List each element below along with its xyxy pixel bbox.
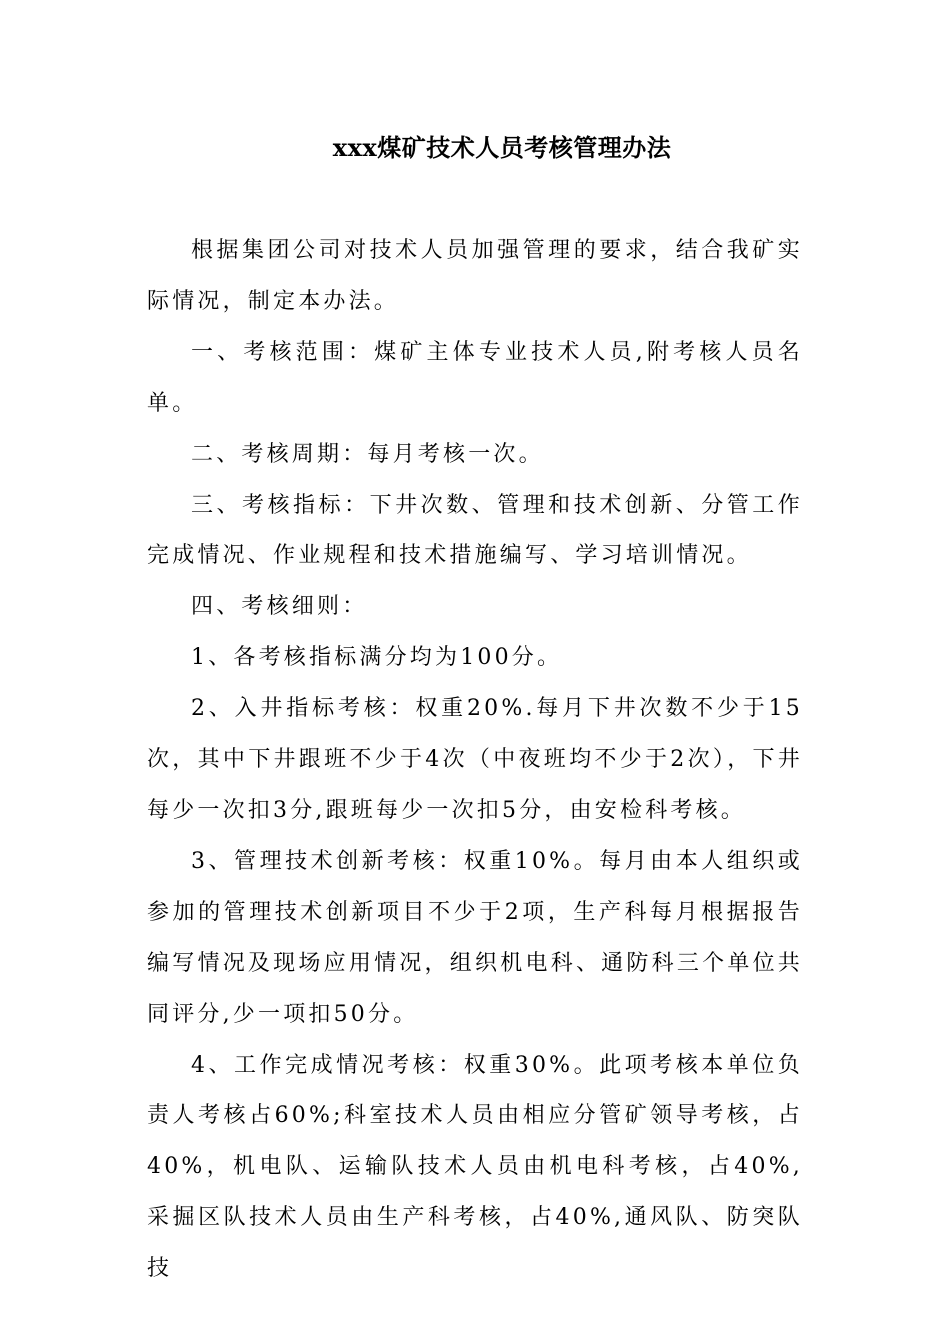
paragraph-scope: 一、考核范围：煤矿主体专业技术人员,附考核人员名单。 xyxy=(147,339,803,416)
paragraph-rule-1: 1、各考核指标满分均为100分。 xyxy=(191,645,563,671)
paragraph-rules-heading: 四、考核细则： xyxy=(191,594,368,620)
paragraph-intro: 根据集团公司对技术人员加强管理的要求，结合我矿实际情况，制定本办法。 xyxy=(147,238,803,314)
paragraph-indicators: 三、考核指标：下井次数、管理和技术创新、分管工作完成情况、作业规程和技术措施编写、学习培训情况。 xyxy=(147,492,803,569)
paragraph-rule-4: 4、工作完成情况考核：权重30%。此项考核本单位负责人考核占60%;科室技术人员由相应分管矿领导考核，占40%，机电队、运输队技术人员由机电科考核，占40%,采掘区队技术人员由生产科考核，占40%,通风队、防突队技 xyxy=(147,1052,803,1282)
paragraph-rule-2: 2、入井指标考核：权重20%.每月下井次数不少于15次，其中下井跟班不少于4次（中夜班均不少于2次），下井每少一次扣3分,跟班每少一次扣5分，由安检科考核。 xyxy=(147,696,803,823)
paragraph-rule-3: 3、管理技术创新考核：权重10%。每月由本人组织或参加的管理技术创新项目不少于2项，生产科每月根据报告编写情况及现场应用情况，组织机电科、通防科三个单位共同评分,少一项扣50分。 xyxy=(147,848,803,1027)
paragraph-period: 二、考核周期：每月考核一次。 xyxy=(191,441,544,467)
document-body xyxy=(147,226,803,1295)
document-title: xxx煤矿技术人员考核管理办法 xyxy=(332,133,672,162)
